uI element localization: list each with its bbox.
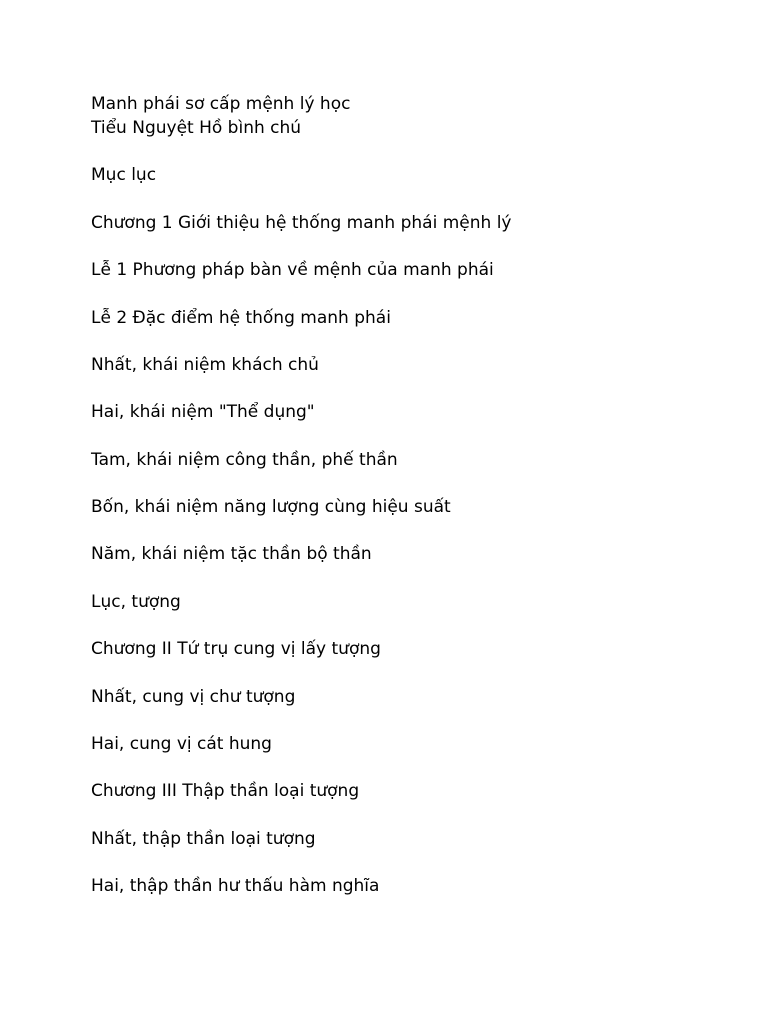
toc-entry: Năm, khái niệm tặc thần bộ thần [91, 544, 372, 564]
toc-entry: Hai, cung vị cát hung [91, 734, 272, 754]
toc-entry: Nhất, cung vị chư tượng [91, 687, 296, 707]
toc-entry: Chương II Tứ trụ cung vị lấy tượng [91, 639, 381, 659]
toc-entry: Hai, khái niệm "Thể dụng" [91, 402, 315, 422]
toc-entry: Nhất, khái niệm khách chủ [91, 355, 319, 375]
toc-entry: Lục, tượng [91, 592, 181, 612]
toc-entry: Chương 1 Giới thiệu hệ thống manh phái mệnh lý [91, 213, 512, 233]
toc-entry: Bốn, khái niệm năng lượng cùng hiệu suất [91, 497, 451, 517]
toc-entry: Chương III Thập thần loại tượng [91, 781, 360, 801]
toc-entry: Tam, khái niệm công thần, phế thần [91, 450, 398, 470]
document-title: Manh phái sơ cấp mệnh lý học [91, 94, 351, 114]
document-subtitle: Tiểu Nguyệt Hồ bình chú [91, 118, 302, 138]
toc-entry: Lễ 1 Phương pháp bàn về mệnh của manh phái [91, 260, 494, 280]
toc-entry: Hai, thập thần hư thấu hàm nghĩa [91, 876, 380, 896]
toc-entry: Lễ 2 Đặc điểm hệ thống manh phái [91, 308, 391, 328]
toc-heading: Mục lục [91, 165, 157, 185]
toc-entry: Nhất, thập thần loại tượng [91, 829, 316, 849]
